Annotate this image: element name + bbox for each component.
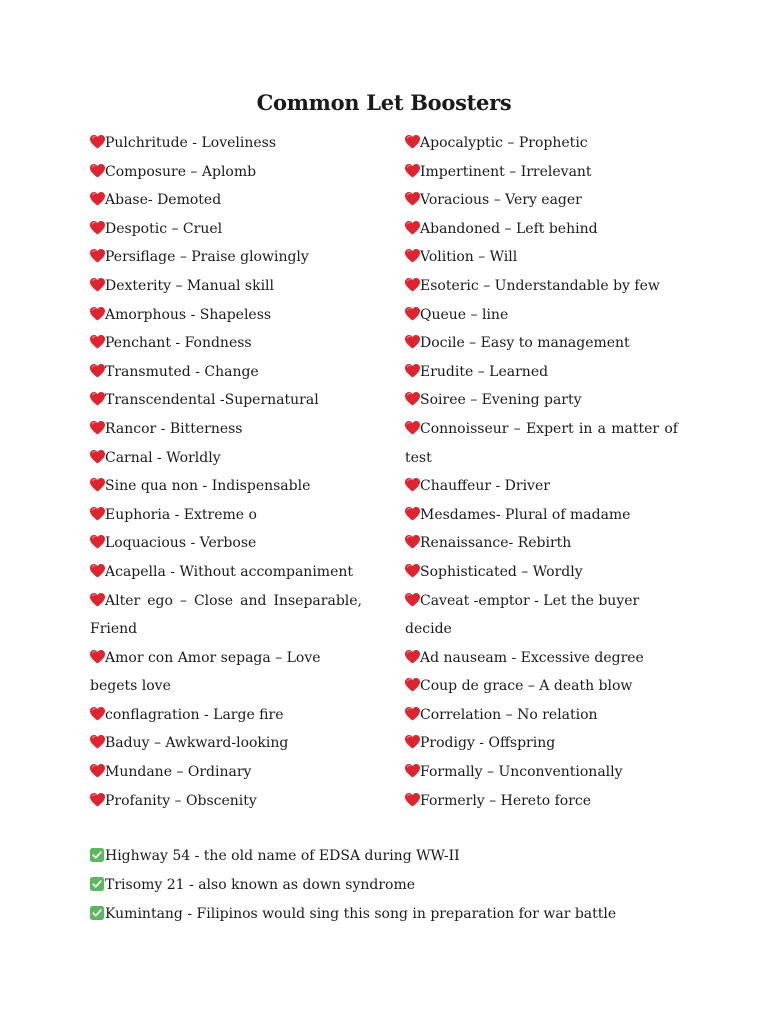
- vocab-entry-text: Coup de grace – A death blow: [420, 678, 633, 695]
- heart-icon: [405, 535, 420, 549]
- vocab-entry-text: Baduy – Awkward-looking: [105, 735, 289, 752]
- heart-icon: [90, 650, 105, 664]
- vocab-entry-text: Pulchritude - Loveliness: [105, 135, 277, 151]
- right-column: [405, 129, 678, 815]
- vocab-entry: [405, 644, 678, 673]
- vocab-entry-text: Composure – Aplomb: [105, 163, 257, 180]
- vocab-entry-text: Carnal - Worldly: [105, 449, 221, 466]
- check-mark-icon: [90, 906, 104, 920]
- fact-text: Trisomy 21 - also known as down syndrome: [105, 876, 416, 893]
- vocab-entry-text: Apocalyptic – Prophetic: [420, 135, 588, 151]
- left-column: [90, 129, 362, 815]
- vocab-entry-text: Docile – Easy to management: [420, 335, 630, 352]
- heart-icon: [405, 707, 420, 721]
- vocab-entry-text: Esoteric – Understandable by few: [420, 277, 660, 294]
- vocab-entry-text: Formally – Unconventionally: [420, 764, 623, 781]
- vocab-entry: [90, 758, 362, 787]
- vocab-entry-text: Despotic – Cruel: [105, 220, 223, 237]
- heart-icon: [90, 793, 105, 807]
- vocab-entry-text: Acapella - Without accompaniment: [105, 563, 354, 580]
- heart-icon: [405, 364, 420, 378]
- vocab-entry: [90, 729, 362, 758]
- heart-icon: [405, 307, 420, 321]
- facts-list: [90, 842, 690, 928]
- heart-icon: [90, 307, 105, 321]
- vocab-entry-text: Abandoned – Left behind: [420, 220, 598, 237]
- vocab-entry-text: Erudite – Learned: [420, 363, 549, 380]
- fact-text: Kumintang - Filipinos would sing this song in preparation for war battle: [105, 905, 617, 922]
- check-mark-icon: [90, 877, 104, 891]
- vocab-entry: [90, 386, 362, 415]
- vocab-entry-text: Impertinent – Irrelevant: [420, 163, 592, 180]
- vocab-entry: [405, 472, 678, 501]
- heart-icon: [405, 678, 420, 692]
- vocab-entry: [405, 129, 678, 158]
- vocab-entry-text: Loquacious - Verbose: [105, 535, 257, 552]
- vocab-entry: [405, 587, 678, 644]
- vocab-entry: [90, 329, 362, 358]
- heart-icon: [405, 507, 420, 521]
- vocab-entry-text: Soiree – Evening party: [420, 392, 582, 409]
- heart-icon: [90, 249, 105, 263]
- heart-icon: [90, 707, 105, 721]
- vocab-entry: [405, 158, 678, 187]
- vocab-entry: [90, 215, 362, 244]
- heart-icon: [405, 135, 420, 149]
- vocab-entry: [90, 243, 362, 272]
- heart-icon: [405, 764, 420, 778]
- vocab-entry-text: Mundane – Ordinary: [105, 764, 252, 781]
- page-title: Common Let Boosters: [256, 90, 512, 115]
- vocab-entry: [90, 272, 362, 301]
- heart-icon: [405, 564, 420, 578]
- vocab-entry: [90, 587, 362, 644]
- fact-item: [90, 871, 690, 900]
- vocab-entry: [405, 358, 678, 387]
- vocab-entry-text: Dexterity – Manual skill: [105, 277, 275, 294]
- fact-item: [90, 842, 690, 871]
- vocab-entry: [90, 444, 362, 473]
- vocab-entry: [405, 529, 678, 558]
- vocab-entry-text: Renaissance- Rebirth: [420, 535, 572, 552]
- vocab-entry-text: Amor con Amor sepaga – Love begets love: [90, 649, 321, 695]
- vocab-entry: [405, 329, 678, 358]
- vocab-entry-text: Sine qua non - Indispensable: [105, 478, 311, 495]
- vocab-entry: [90, 701, 362, 730]
- vocab-entry: [90, 186, 362, 215]
- heart-icon: [90, 221, 105, 235]
- heart-icon: [90, 564, 105, 578]
- vocab-entry: [405, 758, 678, 787]
- heart-icon: [90, 735, 105, 749]
- vocab-entry: [90, 415, 362, 444]
- vocab-entry: [405, 672, 678, 701]
- heart-icon: [405, 793, 420, 807]
- heart-icon: [405, 593, 420, 607]
- vocab-entry-text: Profanity – Obscenity: [105, 792, 257, 809]
- vocab-entry-text: Abase- Demoted: [105, 192, 222, 209]
- vocab-entry: [405, 701, 678, 730]
- vocab-entry-text: Ad nauseam - Excessive degree: [420, 649, 644, 666]
- vocab-entry: [405, 415, 678, 472]
- vocab-entry-text: Euphoria - Extreme o: [105, 506, 257, 523]
- heart-icon: [405, 278, 420, 292]
- heart-icon: [90, 364, 105, 378]
- vocab-entry: [90, 158, 362, 187]
- vocab-entry: [90, 501, 362, 530]
- heart-icon: [90, 450, 105, 464]
- heart-icon: [405, 164, 420, 178]
- heart-icon: [90, 392, 105, 406]
- vocab-entry-text: Penchant - Fondness: [105, 335, 252, 352]
- heart-icon: [90, 135, 105, 149]
- vocab-entry: [405, 243, 678, 272]
- vocab-entry: [405, 729, 678, 758]
- heart-icon: [90, 507, 105, 521]
- vocab-entry: [405, 386, 678, 415]
- vocab-entry-text: Alter ego – Close and Inseparable, Friend: [90, 592, 362, 638]
- vocab-entry: [405, 558, 678, 587]
- heart-icon: [405, 478, 420, 492]
- vocab-entry: [90, 472, 362, 501]
- vocab-entry-text: Persiflage – Praise glowingly: [105, 249, 309, 266]
- heart-icon: [90, 335, 105, 349]
- vocab-entry: [90, 529, 362, 558]
- vocab-entry: [405, 215, 678, 244]
- vocab-entry: [405, 272, 678, 301]
- vocab-entry-text: Mesdames- Plural of madame: [420, 506, 631, 523]
- vocab-entry-text: Connoisseur – Expert in a matter of test: [405, 420, 678, 466]
- vocab-entry: [405, 301, 678, 330]
- vocab-entry: [90, 787, 362, 816]
- vocab-entry: [90, 301, 362, 330]
- vocab-entry: [405, 186, 678, 215]
- vocab-entry: [405, 787, 678, 816]
- heart-icon: [405, 650, 420, 664]
- heart-icon: [90, 593, 105, 607]
- heart-icon: [90, 192, 105, 206]
- heart-icon: [90, 164, 105, 178]
- vocab-entry-text: Formerly – Hereto force: [420, 792, 592, 809]
- vocab-entry-text: Volition – Will: [420, 249, 518, 266]
- vocab-entry-text: Sophisticated – Wordly: [420, 563, 583, 580]
- heart-icon: [90, 278, 105, 292]
- check-mark-icon: [90, 848, 104, 862]
- heart-icon: [90, 764, 105, 778]
- heart-icon: [405, 192, 420, 206]
- vocab-entry-text: Queue – line: [420, 306, 509, 323]
- vocab-entry-text: Rancor - Bitterness: [105, 420, 243, 437]
- heart-icon: [90, 421, 105, 435]
- vocab-entry: [90, 644, 362, 701]
- heart-icon: [405, 221, 420, 235]
- vocab-entry: [90, 358, 362, 387]
- vocab-entry: [90, 558, 362, 587]
- heart-icon: [405, 249, 420, 263]
- vocab-entry: [405, 501, 678, 530]
- heart-icon: [90, 478, 105, 492]
- heart-icon: [405, 735, 420, 749]
- vocab-entry-text: Caveat -emptor - Let the buyer decide: [405, 592, 640, 638]
- vocab-entry-text: Chauffeur - Driver: [420, 478, 550, 495]
- vocab-entry-text: conflagration - Large fire: [105, 706, 284, 723]
- fact-item: [90, 900, 690, 929]
- vocab-entry-text: Transmuted - Change: [105, 363, 259, 380]
- fact-text: Highway 54 - the old name of EDSA during WW-II: [105, 848, 460, 864]
- vocab-entry-text: Prodigy - Offspring: [420, 735, 556, 752]
- heart-icon: [405, 421, 420, 435]
- vocab-entry-text: Voracious – Very eager: [420, 192, 582, 209]
- vocab-entry-text: Amorphous - Shapeless: [105, 306, 272, 323]
- heart-icon: [405, 335, 420, 349]
- vocab-entry: [90, 129, 362, 158]
- vocab-entry-text: Correlation – No relation: [420, 706, 598, 723]
- vocab-entry-text: Transcendental -Supernatural: [105, 392, 319, 409]
- heart-icon: [405, 392, 420, 406]
- heart-icon: [90, 535, 105, 549]
